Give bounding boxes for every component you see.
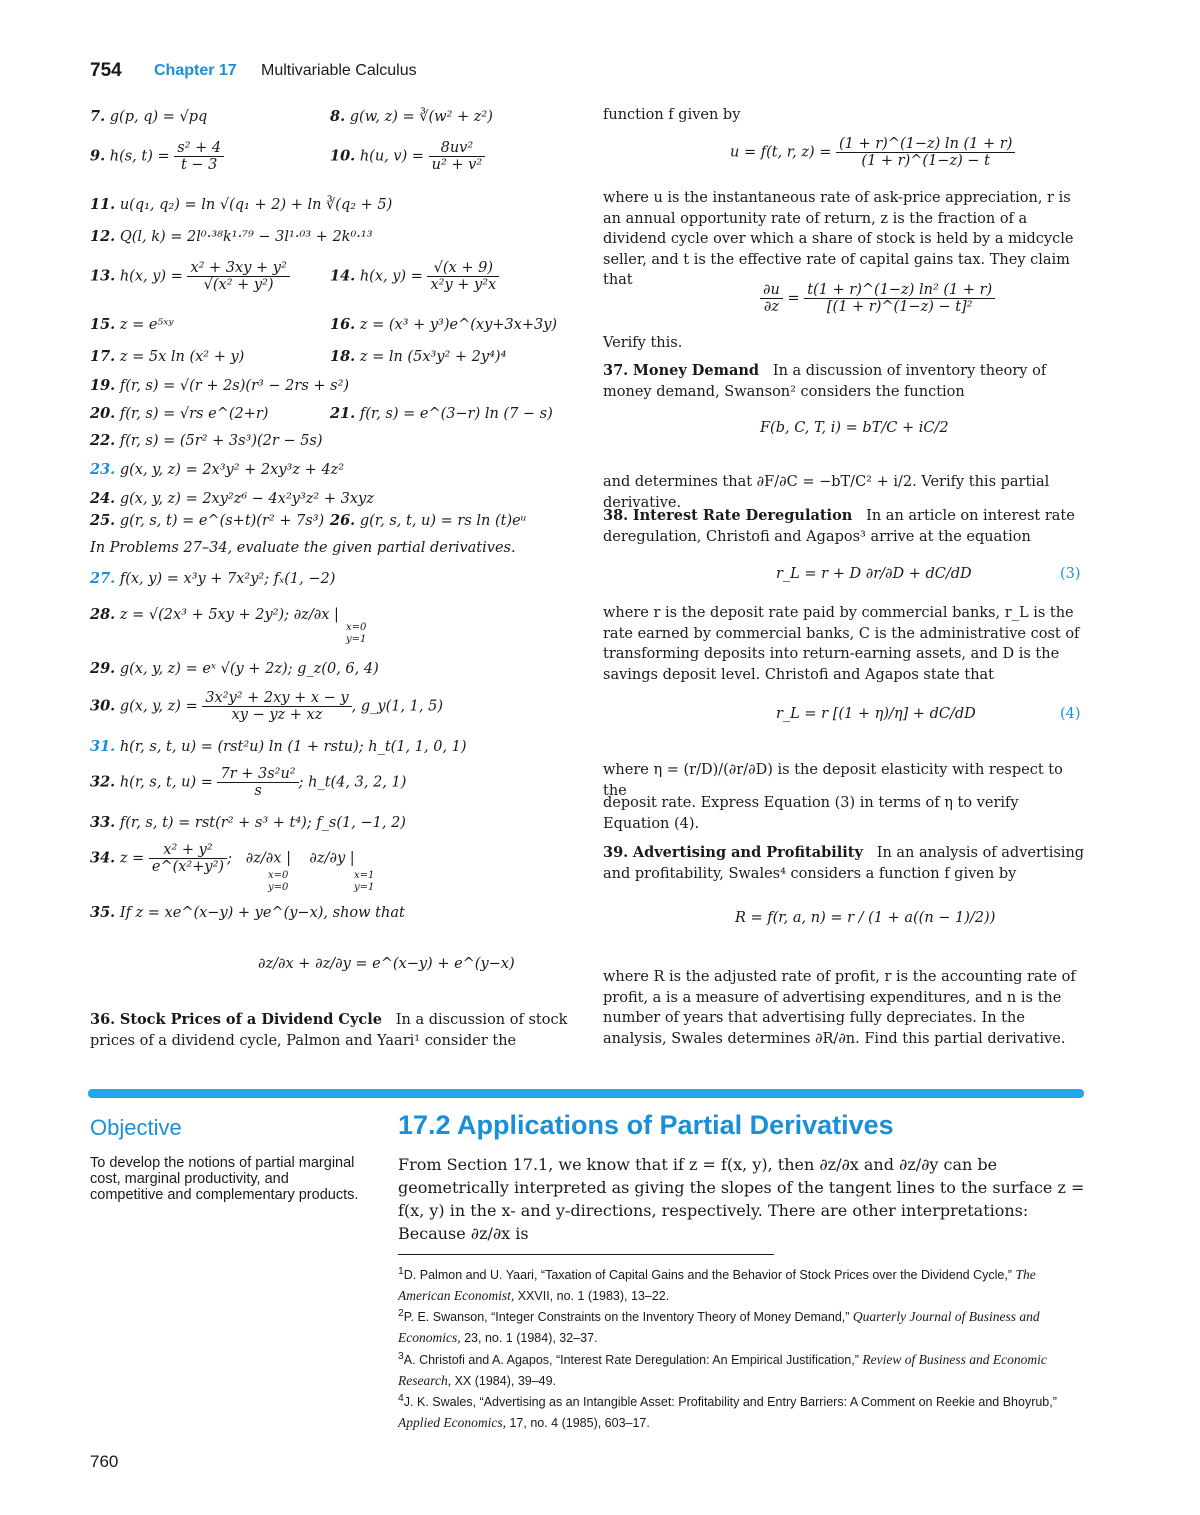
footnote-rule bbox=[398, 1254, 774, 1255]
objective-title: Objective bbox=[90, 1115, 182, 1140]
problem-13: 13. h(x, y) = $\frac{\text{x² + 3xy + y²}}{\text{√(x² + y²)}}$ bbox=[90, 260, 290, 293]
problem-27: 27. f(x, y) = x³y + 7x²y²; fₓ(1, −2) bbox=[90, 570, 336, 587]
problem-14: 14. h(x, y) = $\frac{√(x + 9)}{\text{x²y + y²x}}$ bbox=[330, 260, 499, 293]
problem-36-continued: function f given by bbox=[603, 107, 741, 123]
problem-12: 12. Q(l, k) = 2l⁰·³⁸k¹·⁷⁹ − 3l¹·⁰³ + 2k⁰·¹³ bbox=[90, 228, 373, 245]
problem-18: 18. z = ln (5x³y² + 2y⁴)⁴ bbox=[330, 348, 507, 365]
problem-37: 37. Money Demand In a discussion of inventory theory of money demand, Swanson² considers the function bbox=[603, 362, 1047, 400]
page-number: 754 bbox=[90, 60, 122, 81]
problem-24: 24. g(x, y, z) = 2xy²z⁶ − 4x²y³z² + 3xyz bbox=[90, 490, 374, 507]
problem-38-where: where r is the deposit rate paid by commercial banks, r_L is the rate earned by commercial banks, C is the administrative cost of transforming deposits into return-earning assets, and D is the savings deposit level. Christofi and Agapos state that bbox=[603, 605, 1080, 683]
problem-25: 25. g(r, s, t) = e^(s+t)(r² + 7s³) bbox=[90, 512, 325, 529]
problem-38-express: deposit rate. Express Equation (3) in terms of η to verify Equation (4). bbox=[603, 795, 1019, 832]
problem-19: 19. f(r, s) = √(r + 2s)(r³ − 2rs + s²) bbox=[90, 377, 350, 394]
equation-3: r_L = r + D ∂r/∂D + dC/dD bbox=[776, 566, 972, 582]
problem-33: 33. f(r, s, t) = rst(r² + s³ + t⁴); f_s(1, −1, 2) bbox=[90, 814, 406, 831]
problem-17: 17. z = 5x ln (x² + y) bbox=[90, 348, 245, 365]
problem-37-determines: and determines that ∂F/∂C = −bT/C² + i/2. Verify this partial derivative. bbox=[603, 474, 1050, 511]
problem-36-where: where u is the instantaneous rate of ask-price appreciation, r is an annual opportunity rate of return, z is the fraction of a dividend cycle over which a share of stock is held by a midcycle seller, and t is the effective rate of capital gains tax. They claim that bbox=[603, 190, 1074, 288]
problem-16: 16. z = (x³ + y³)e^(xy+3x+3y) bbox=[330, 316, 558, 333]
footnote-2: $^2$P. E. Swanson, “Integer Constraints on the Inventory Theory of Money Demand,” Quarterly Journal of Business and Economics, 23, no. 1 (1984), 32–37. bbox=[398, 1308, 1040, 1345]
problem-35: 35. If z = xe^(x−y) + ye^(y−x), show that bbox=[90, 904, 405, 921]
problem-34: 34. z = $\frac{\text{x² + y²}}{\text{e\textasciicircum{}(x²+y²)}}$ ; ∂z/∂x | ∂z/∂y | bbox=[90, 842, 355, 875]
equation-3-label: (3) bbox=[1060, 566, 1081, 582]
problem-32: 32. h(r, s, t, u) = $\frac{\text{7r + 3s²u²}}{s}$ ; h_t(4, 3, 2, 1) bbox=[90, 766, 407, 799]
problem-9: 9. h(s, t) = $\frac{\text{s² + 4}}{t - 3}$ bbox=[90, 140, 224, 173]
footer-page-number: 760 bbox=[90, 1452, 119, 1471]
problem-31: 31. h(r, s, t, u) = (rst²u) ln (1 + rstu); h_t(1, 1, 0, 1) bbox=[90, 738, 467, 755]
problem-38: 38. Interest Rate Deregulation In an article on interest rate deregulation, Christofi and Agapos³ arrive at the equation bbox=[603, 507, 1075, 545]
problem-15: 15. z = e⁵ˣʸ bbox=[90, 316, 174, 333]
section-body: From Section 17.1, we know that if z = f(x, y), then ∂z/∂x and ∂z/∂y can be geometrically interpreted as giving the slopes of the tangent lines to the surface z = f(x, y) in the x- and y-directions, respectively. There are other interpretations: Because ∂z/∂x is bbox=[398, 1155, 1085, 1243]
equation-4: r_L = r [(1 + η)/η] + dC/dD bbox=[776, 706, 976, 722]
equation-4-label: (4) bbox=[1060, 706, 1081, 722]
problem-34-conditions-a: x=0 y=0 bbox=[268, 870, 289, 893]
problems-instruction: In Problems 27–34, evaluate the given partial derivatives. bbox=[90, 540, 516, 556]
problem-10: 10. h(u, v) = $\frac{\text{8uv²}}{\text{u² + v²}}$ bbox=[330, 140, 485, 173]
chapter-title: Multivariable Calculus bbox=[261, 62, 417, 79]
footnote-4: $^4$J. K. Swales, “Advertising as an Intangible Asset: Profitability and Entry Barriers: A Comment on Reekie and Bhoyrub,” Applied Economics, 17, no. 4 (1985), 603–17. bbox=[398, 1393, 1057, 1430]
problem-21: 21. f(r, s) = e^(3−r) ln (7 − s) bbox=[330, 405, 553, 422]
problem-34-conditions-b: x=1 y=1 bbox=[354, 870, 375, 893]
problem-11: 11. u(q₁, q₂) = ln √(q₁ + 2) + ln ∛(q₂ + 5) bbox=[90, 196, 393, 213]
problem-36-equation: u = f(t, r, z) = $\frac{(1 + r)\^{}(1-z) \ln (1 + r)}{(1 + r)\^{}(1-z) - t}$ bbox=[730, 136, 1015, 169]
problem-22: 22. f(r, s) = (5r² + 3s³)(2r − 5s) bbox=[90, 432, 323, 449]
problem-7: 7. g(p, q) = √pq bbox=[90, 108, 208, 125]
problem-29: 29. g(x, y, z) = eˣ √(y + 2z); g_z(0, 6, 4) bbox=[90, 660, 379, 677]
problem-8: 8. g(w, z) = ∛(w² + z²) bbox=[330, 108, 493, 125]
chapter-label: Chapter 17 bbox=[154, 62, 237, 79]
problem-23: 23. g(x, y, z) = 2x³y² + 2xy³z + 4z² bbox=[90, 461, 345, 478]
problem-36: 36. Stock Prices of a Dividend Cycle In a discussion of stock prices of a dividend cycle, Palmon and Yaari¹ consider the bbox=[90, 1011, 568, 1049]
section-title: 17.2 Applications of Partial Derivatives bbox=[398, 1110, 894, 1140]
problem-30: 30. g(x, y, z) = $\frac{\text{3x²y² + 2xy + x − y}}{xy - yz + xz}$ , g_y(1, 1, 5) bbox=[90, 690, 443, 723]
problem-39-where: where R is the adjusted rate of profit, r is the accounting rate of profit, a is a measure of advertising expenditures, and n is the number of years that advertising fully depreciates. In the analysis, Swales determines ∂R/∂n. Find this partial derivative. bbox=[603, 969, 1076, 1047]
problem-28-conditions: x=0 y=1 bbox=[346, 622, 367, 645]
problem-36-claim: $\frac{\partial u}{\partial z}$ = $\frac{\text{t(1 + r)\textasciicircum{}(1−z) ln² (1 + r)}}{\text{[(1 + r)\textasciicircum{}(1−z) − t]²}}$ bbox=[760, 282, 995, 315]
problem-20: 20. f(r, s) = √rs e^(2+r) bbox=[90, 405, 269, 422]
problem-37-equation: F(b, C, T, i) = bT/C + iC/2 bbox=[760, 420, 949, 436]
problem-39: 39. Advertising and Profitability In an analysis of advertising and profitability, Swales⁴ considers a function f given by bbox=[603, 844, 1085, 882]
footnote-1: $^1$D. Palmon and U. Yaari, “Taxation of Capital Gains and the Behavior of Stock Prices over the Dividend Cycle,” The American Economist, XXVII, no. 1 (1983), 13–22. bbox=[398, 1266, 1036, 1303]
section-divider bbox=[88, 1089, 1084, 1098]
problem-38-eta: where η = (r/D)/(∂r/∂D) is the deposit elasticity with respect to the bbox=[603, 762, 1063, 799]
problem-28: 28. z = √(2x³ + 5xy + 2y²); ∂z/∂x | bbox=[90, 606, 339, 623]
problem-39-equation: R = f(r, a, n) = r / (1 + a((n − 1)/2)) bbox=[735, 910, 996, 926]
problem-35-display: ∂z/∂x + ∂z/∂y = e^(x−y) + e^(y−x) bbox=[258, 956, 515, 972]
problem-36-verify: Verify this. bbox=[603, 335, 683, 351]
objective-text: To develop the notions of partial marginal cost, marginal productivity, and competitive and complementary products. bbox=[90, 1155, 359, 1203]
footnote-3: $^3$A. Christofi and A. Agapos, “Interest Rate Deregulation: An Empirical Justification,” Review of Business and Economic Research, XX (1984), 39–49. bbox=[398, 1351, 1047, 1388]
problem-26: 26. g(r, s, t, u) = rs ln (t)eᵘ bbox=[330, 512, 527, 529]
